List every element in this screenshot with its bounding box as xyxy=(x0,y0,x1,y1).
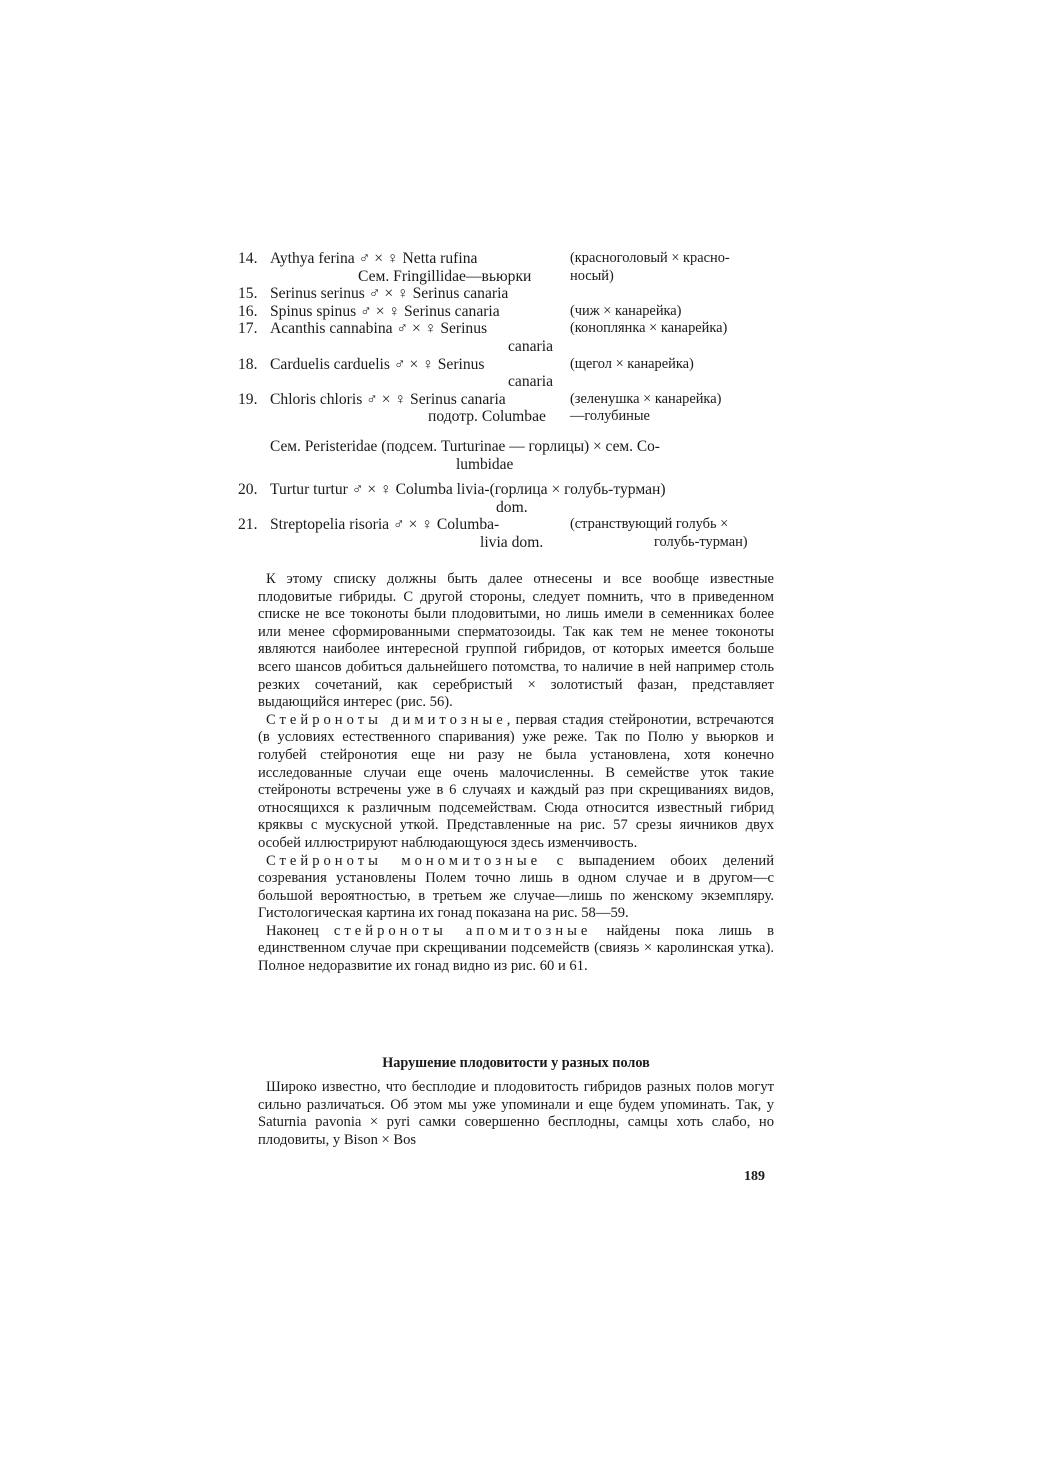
item-number: 14. xyxy=(238,250,258,267)
item-note: (красноголовый × красно- xyxy=(570,250,730,266)
list-item xyxy=(238,303,784,321)
paragraph-text: К этому списку должны быть далее отнесены и все вообще известные плодовитые гибриды. С другой стороны, следует помнить, что в приведенном списке не все токоноты были плодовитыми, но лишь имели в семенниках более или менее сформированными сперматозоиды. Так как тем не менее токоноты являются наиболее интересной группой гибридов, от которых имеется больше всего шансов добиться дальнейшего потомства, то наличие в ней например столь резких сочетаний, как серебристый × золотистый фазан, представляет выдающийся интерес (рис. 56). xyxy=(258,571,774,711)
family-heading-line: lumbidae xyxy=(456,455,514,473)
item-note: (странствующий голубь × xyxy=(570,516,729,533)
paragraph xyxy=(258,1079,774,1149)
item-number: 20. xyxy=(238,481,258,498)
spaced-term: Стейроноты димитозные xyxy=(266,711,507,728)
item-note-continuation: голубь-турман) xyxy=(654,533,748,550)
list-item xyxy=(238,285,784,303)
item-number: 17. xyxy=(238,320,258,338)
family-heading-line: Сем. Peristeridae (подсем. Turturinae — горлицы) × сем. Co- xyxy=(270,438,660,455)
item-number: 16. xyxy=(238,302,258,320)
item-note-continuation: —голубиные xyxy=(570,408,650,425)
hybrid-list xyxy=(238,250,784,426)
paragraph-text: Наконец xyxy=(266,922,334,939)
list-item-continuation xyxy=(238,408,784,426)
paragraph-text: , первая стадия стейронотии, встречаются (в условиях естественного спаривания) уже реже. Так по Полю у вьюрков и голубей стейронотия еще ни разу не была установлена, хотя конечно исследованные случаи еще очень малочисленны. В семействе уток такие стейроноты встречены уже в 6 случаях и каждый раз при скрещиваниях видов, относящихся к различным подсемействам. Сюда относится известный гибрид кряквы с мускусной уткой. Представленные на рис. 57 срезы яичников двух особей иллюстрируют наблюдающуюся здесь изменчивость. xyxy=(258,711,774,851)
item-name-continuation: dom. xyxy=(496,498,528,516)
item-name-continuation: livia dom. xyxy=(480,533,544,551)
list-item xyxy=(238,391,784,409)
family-heading xyxy=(270,438,786,473)
list-item xyxy=(238,250,784,268)
paragraph-text: Широко известно, что бесплодие и плодовитость гибридов разных полов могут сильно различаться. Об этом мы уже упоминали и еще будем упоминать. Так, у Saturnia pavonia × pyri самки совершенно бесплодны, самцы хоть слабо, но плодовиты, у Bison × Bos xyxy=(258,1079,774,1148)
section-heading: Нарушение плодовитости у разных полов xyxy=(382,1055,650,1071)
item-name: Acanthis cannabina ♂ × ♀ Serinus xyxy=(270,320,488,338)
paragraph-text: найдены пока лишь в единственном случае при скрещивании подсемейств (свиязь × каролинская утка). Полное недоразвитие их гонад видно из рис. 60 и 61. xyxy=(258,922,774,975)
page-number: 189 xyxy=(744,1169,765,1184)
paragraph xyxy=(258,853,774,923)
item-name: Streptopelia risoria ♂ × ♀ Columba- xyxy=(270,516,500,534)
paragraph xyxy=(258,571,774,712)
paragraph xyxy=(258,923,774,976)
list-item-continuation xyxy=(238,268,784,286)
item-number: 18. xyxy=(238,355,258,373)
spaced-term: стейроноты апомитозные xyxy=(333,922,592,939)
item-note: (чиж × канарейка) xyxy=(570,302,682,319)
list-item-continuation xyxy=(238,373,784,391)
list-item-continuation xyxy=(238,499,784,517)
item-note: (щегол × канарейка) xyxy=(570,355,694,372)
item-name: Carduelis carduelis ♂ × ♀ Serinus xyxy=(270,355,485,373)
list-item-continuation xyxy=(238,338,784,356)
item-name-continuation: canaria xyxy=(508,337,554,355)
item-name: Chloris chloris ♂ × ♀ Serinus canaria xyxy=(270,390,506,408)
list-item-continuation xyxy=(238,534,784,552)
family-subheading: Сем. Fringillidae—вьюрки xyxy=(358,267,532,285)
item-name: Aythya ferina ♂ × ♀ Netta rufina xyxy=(270,250,478,267)
list-item xyxy=(238,481,784,499)
item-note: (зеленушка × канарейка) xyxy=(570,390,722,407)
hybrid-list-2 xyxy=(238,481,784,551)
body-text xyxy=(258,571,774,976)
item-name: Spinus spinus ♂ × ♀ Serinus canaria xyxy=(270,302,500,320)
item-number: 21. xyxy=(238,516,258,534)
item-name: Turtur turtur ♂ × ♀ Columba livia-(горлица × голубь-турман) xyxy=(270,481,666,498)
list-item xyxy=(238,516,784,534)
item-number: 19. xyxy=(238,390,258,408)
order-subheading: подотр. Columbae xyxy=(428,408,546,426)
spaced-term: Стейроноты мономитозные xyxy=(266,852,542,869)
list-item xyxy=(238,356,784,374)
item-number: 15. xyxy=(238,285,258,303)
body-text-2 xyxy=(258,1079,774,1149)
item-name-continuation: canaria xyxy=(508,373,554,391)
item-name: Serinus serinus ♂ × ♀ Serinus canaria xyxy=(270,285,509,303)
item-note: (коноплянка × канарейка) xyxy=(570,320,728,337)
item-note-continuation: носый) xyxy=(570,267,614,284)
list-item xyxy=(238,320,784,338)
paragraph xyxy=(258,712,774,853)
paragraph-text: с выпадением обоих делений созревания установлены Полем точно лишь в одном случае и в другом—с большой вероятностью, в третьем же случае—лишь по женскому экземпляру. Гистологическая картина их гонад показана на рис. 58—59. xyxy=(258,852,774,922)
